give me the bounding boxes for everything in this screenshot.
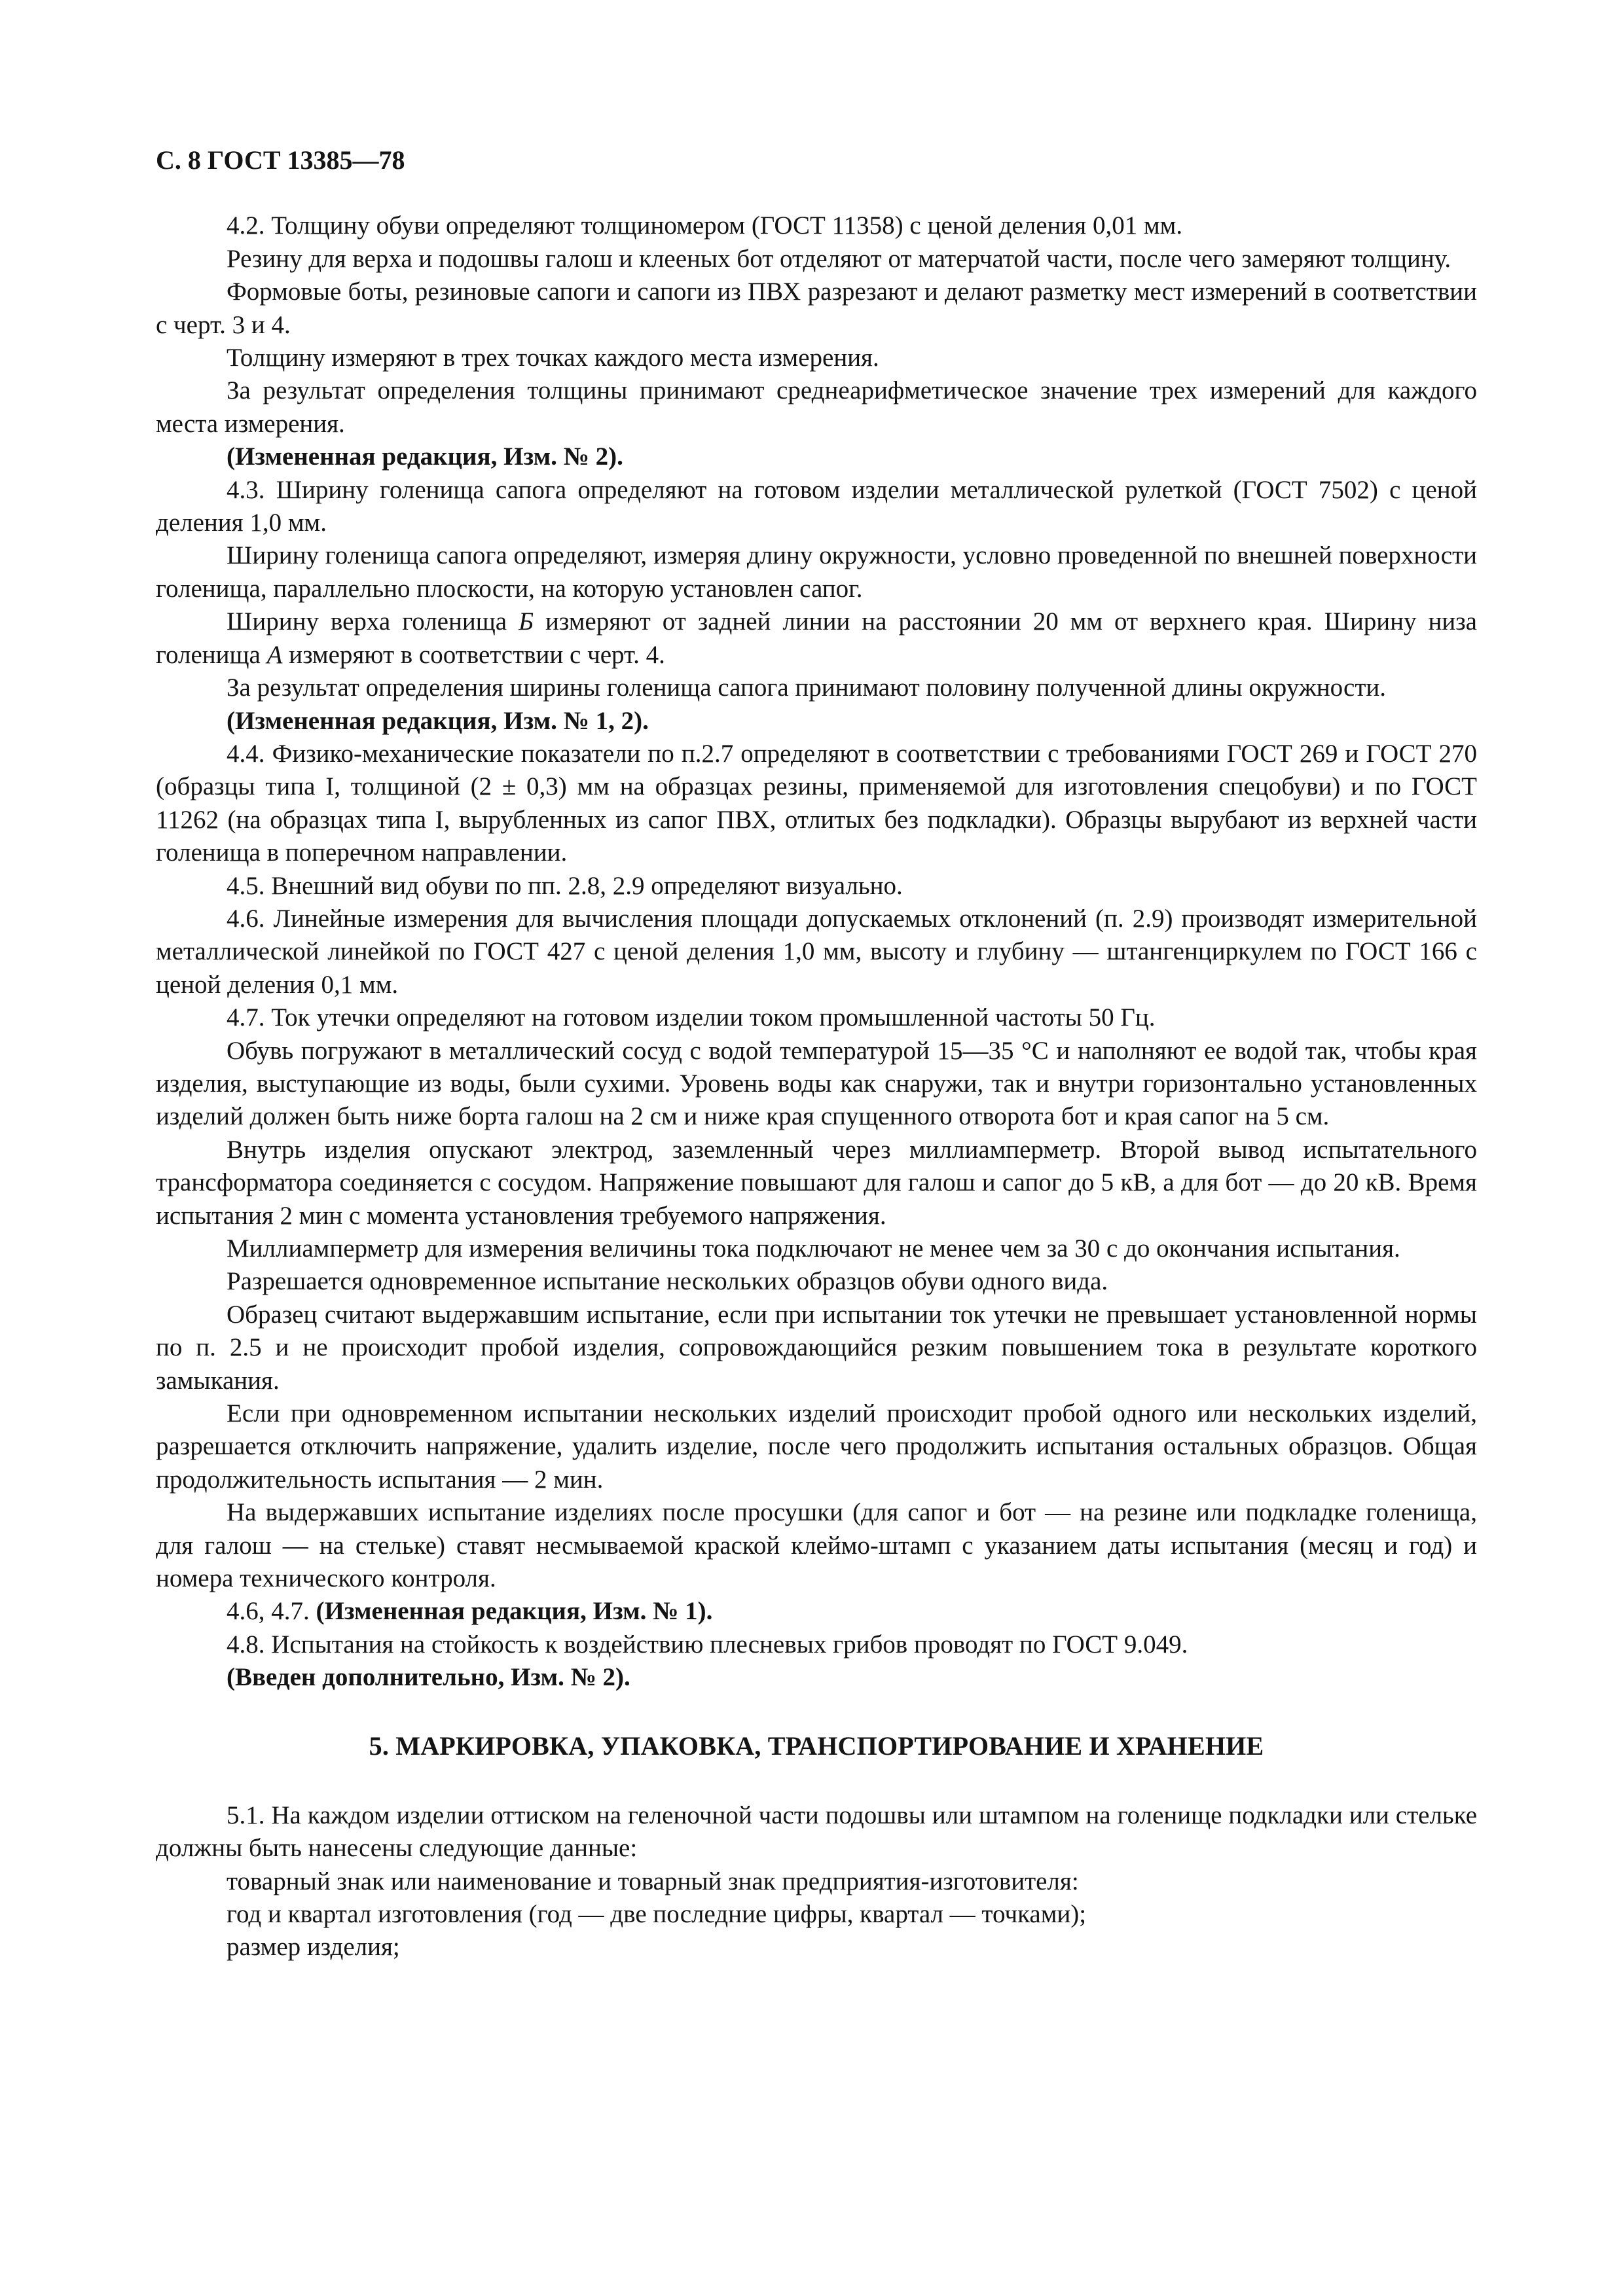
- amendment-note: (Измененная редакция, Изм. № 2).: [227, 442, 623, 471]
- paragraph: Формовые боты, резиновые сапоги и сапоги из ПВХ разрезают и делают разметку мест измерений в соответствии с черт. 3 и 4.: [156, 278, 1477, 339]
- paragraph: Разрешается одновременное испытание нескольких образцов обуви одного вида.: [227, 1267, 1108, 1296]
- paragraph: 4.8. Испытания на стойкость к воздействию плесневых грибов проводят по ГОСТ 9.049.: [227, 1630, 1188, 1659]
- paragraph: Толщину измеряют в трех точках каждого места измерения.: [227, 344, 879, 372]
- paragraph: За результат определения толщины принимают среднеарифметическое значение трех измерений для каждого места измерения.: [156, 376, 1477, 438]
- variable-a: А: [266, 640, 283, 669]
- paragraph: Если при одновременном испытании нескольких изделий происходит пробой одного или нескольких изделий, разрешается отключить напряжение, удалить изделие, после чего продолжить испытания остальных образцов. Общая продолжительность испытания — 2 мин.: [156, 1399, 1477, 1494]
- amendment-line: [156, 1595, 1477, 1628]
- paragraph: Обувь погружают в металлический сосуд с водой температурой 15—35 °С и наполняют ее водой так, чтобы края изделия, выступающие из воды, были сухими. Уровень воды как снаружи, так и внутри горизонтально установленных изделий должен быть ниже борта галош на 2 см и ниже края спущенного отворота бот и края сапог на 5 см.: [156, 1036, 1477, 1131]
- list-item: размер изделия;: [227, 1933, 400, 1962]
- amendment-note: (Измененная редакция, Изм. № 1).: [316, 1597, 713, 1626]
- paragraph: 4.4. Физико-механические показатели по п.2.7 определяют в соответствии с требованиями ГОСТ 269 и ГОСТ 270 (образцы типа I, толщиной (2 ± 0,3) мм на образцах резины, применяемой для изготовления спецобуви) и по ГОСТ 11262 (на образцах типа I, вырубленных из сапог ПВХ, отлитых без подкладки). Образцы вырубают из верхней части голенища в поперечном направлении.: [156, 739, 1477, 867]
- text-run: Ширину верха голенища: [227, 607, 519, 636]
- page-header: С. 8 ГОСТ 13385—78: [156, 145, 405, 175]
- paragraph: Внутрь изделия опускают электрод, заземленный через миллиамперметр. Второй вывод испытательного трансформатора соединяется с сосудом. Напряжение повышают для галош и сапог до 5 кВ, а для бот — до 20 кВ. Время испытания 2 мин с момента установления требуемого напряжения.: [156, 1135, 1477, 1230]
- amendment-note: (Измененная редакция, Изм. № 1, 2).: [227, 706, 649, 735]
- paragraph: Ширину голенища сапога определяют, измеряя длину окружности, условно проведенной по внешней поверхности голенища, параллельно плоскости, на которую установлен сапог.: [156, 541, 1477, 603]
- paragraph: 4.2. Толщину обуви определяют толщиномером (ГОСТ 11358) с ценой деления 0,01 мм.: [227, 211, 1183, 240]
- paragraph-width: [156, 605, 1477, 672]
- amendment-note: (Введен дополнительно, Изм. № 2).: [227, 1663, 630, 1692]
- section-title: 5. МАРКИРОВКА, УПАКОВКА, ТРАНСПОРТИРОВАНИЕ И ХРАНЕНИЕ: [369, 1731, 1264, 1761]
- text-run: измеряют в соответствии с черт. 4.: [282, 640, 665, 669]
- variable-b: Б: [519, 607, 534, 636]
- paragraph: 5.1. На каждом изделии оттиском на геленочной части подошвы или штампом на голенище подкладки или стельке должны быть нанесены следующие данные:: [156, 1801, 1477, 1863]
- paragraph: На выдержавших испытание изделиях после просушки (для сапог и бот — на резине или подкладке голенища, для галош — на стельке) ставят несмываемой краской клеймо-штамп с указанием даты испытания (месяц и год) и номера технического контроля.: [156, 1498, 1477, 1593]
- list-item: год и квартал изготовления (год — две последние цифры, квартал — точками);: [227, 1899, 1087, 1928]
- paragraph: 4.6. Линейные измерения для вычисления площади допускаемых отклонений (п. 2.9) производят измерительной металлической линейкой по ГОСТ 427 с ценой деления 1,0 мм, высоту и глубину — штангенциркулем по ГОСТ 166 с ценой деления 0,1 мм.: [156, 904, 1477, 999]
- paragraph: За результат определения ширины голенища сапога принимают половину полученной длины окружности.: [227, 673, 1387, 702]
- text-run: измеряют от задней линии на расстоянии 20 мм от верхнего края. Ширину низа голенища: [156, 607, 1477, 669]
- paragraph: 4.7. Ток утечки определяют на готовом изделии током промышленной частоты 50 Гц.: [227, 1003, 1156, 1032]
- paragraph: Образец считают выдержавшим испытание, если при испытании ток утечки не превышает установленной нормы по п. 2.5 и не происходит пробой изделия, сопровождающийся резким повышением тока в результате короткого замыкания.: [156, 1300, 1477, 1395]
- document-page: [156, 144, 1477, 1964]
- paragraph: 4.3. Ширину голенища сапога определяют на готовом изделии металлической рулеткой (ГОСТ 7502) с ценой деления 1,0 мм.: [156, 475, 1477, 537]
- paragraph: Миллиамперметр для измерения величины тока подключают не менее чем за 30 с до окончания испытания.: [227, 1234, 1400, 1263]
- paragraph: 4.5. Внешний вид обуви по пп. 2.8, 2.9 определяют визуально.: [227, 871, 903, 900]
- text-run: 4.6, 4.7.: [227, 1597, 316, 1626]
- paragraph: Резину для верха и подошвы галош и клееных бот отделяют от матерчатой части, после чего замеряют толщину.: [227, 244, 1451, 273]
- list-item: товарный знак или наименование и товарный знак предприятия-изготовителя:: [227, 1867, 1079, 1895]
